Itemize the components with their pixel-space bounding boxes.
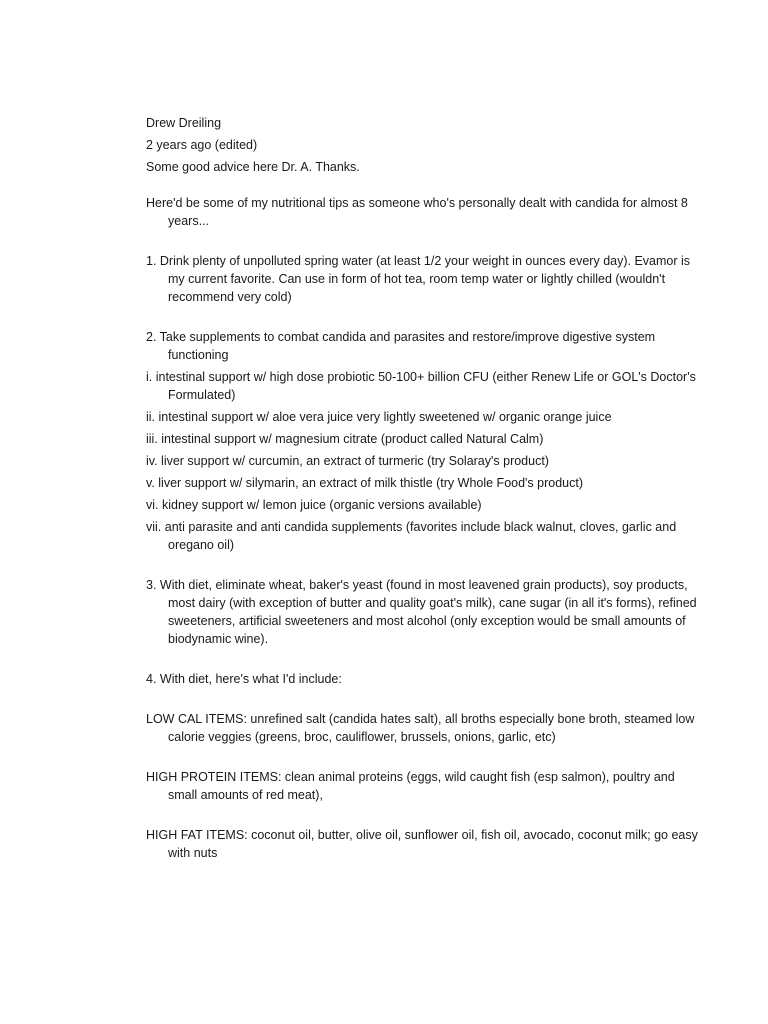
- high-fat-items: HIGH FAT ITEMS: coconut oil, butter, olive oil, sunflower oil, fish oil, avocado, coconut milk; go easy with nuts: [146, 828, 698, 860]
- supplement-item: vii. anti parasite and anti candida supplements (favorites include black walnut, cloves, garlic and oregano oil): [146, 520, 677, 552]
- supplement-item: iii. intestinal support w/ magnesium citrate (product called Natural Calm): [146, 432, 544, 446]
- supplement-item: i. intestinal support w/ high dose probiotic 50-100+ billion CFU (either Renew Life or GOL's Doctor's Formulated): [146, 370, 696, 402]
- comment-greeting: Some good advice here Dr. A. Thanks.: [146, 160, 360, 174]
- supplement-item: iv. liver support w/ curcumin, an extract of turmeric (try Solaray's product): [146, 454, 549, 468]
- tip-1: 1. Drink plenty of unpolluted spring water (at least 1/2 your weight in ounces every day). Evamor is my current favorite. Can use in form of hot tea, room temp water or lightly chilled (wouldn't recommend very cold): [146, 254, 691, 304]
- low-cal-items: LOW CAL ITEMS: unrefined salt (candida hates salt), all broths especially bone broth, steamed low calorie veggies (greens, broc, cauliflower, brussels, onions, garlic, etc): [146, 712, 695, 744]
- tip-2: 2. Take supplements to combat candida and parasites and restore/improve digestive system functioning: [146, 330, 656, 362]
- supplement-item: v. liver support w/ silymarin, an extract of milk thistle (try Whole Food's product): [146, 476, 584, 490]
- comment-author: Drew Dreiling: [146, 116, 222, 130]
- comment-intro: Here'd be some of my nutritional tips as someone who's personally dealt with candida for almost 8 years...: [146, 196, 688, 228]
- comment-timestamp: 2 years ago (edited): [146, 138, 258, 152]
- tip-3: 3. With diet, eliminate wheat, baker's yeast (found in most leavened grain products), soy products, most dairy (with exception of butter and quality goat's milk), cane sugar (in all it's forms), refined sweeteners, artificial sweeteners and most alcohol (only exception would be small amounts of biodynamic wine).: [146, 578, 697, 646]
- comment-document: [146, 114, 706, 866]
- supplement-item: vi. kidney support w/ lemon juice (organic versions available): [146, 498, 482, 512]
- supplement-item: ii. intestinal support w/ aloe vera juice very lightly sweetened w/ organic orange juice: [146, 410, 612, 424]
- tip-4: 4. With diet, here's what I'd include:: [146, 672, 342, 686]
- high-protein-items: HIGH PROTEIN ITEMS: clean animal proteins (eggs, wild caught fish (esp salmon), poultry and small amounts of red meat),: [146, 770, 675, 802]
